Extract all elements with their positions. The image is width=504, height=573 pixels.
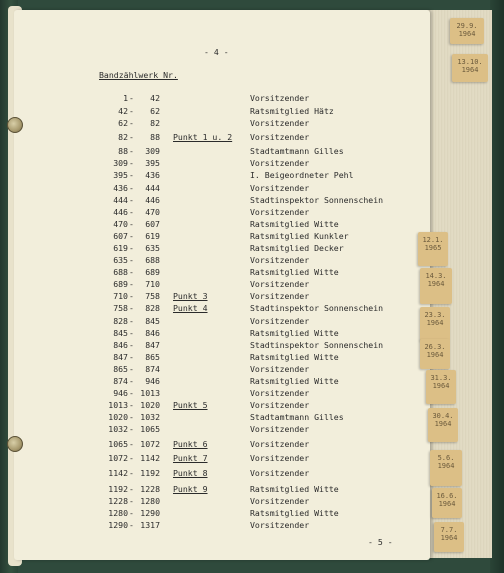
row-dash: - bbox=[129, 183, 134, 193]
row-agenda-item: Punkt 8 bbox=[173, 468, 208, 478]
row-dash: - bbox=[129, 158, 134, 168]
row-speaker: Ratsmitglied Witte bbox=[250, 267, 339, 277]
row-counter-from: 607 bbox=[113, 231, 128, 241]
row-counter-to: 1065 bbox=[140, 424, 160, 434]
row-speaker: Vorsitzender bbox=[250, 400, 310, 410]
row-speaker: Ratsmitglied Witte bbox=[250, 328, 339, 338]
row-agenda-item: Punkt 7 bbox=[173, 453, 208, 463]
row-dash: - bbox=[129, 316, 134, 326]
row-speaker: Stadtamtmann Gilles bbox=[250, 146, 344, 156]
row-speaker: Ratsmitglied Witte bbox=[250, 484, 339, 494]
row-agenda-item: Punkt 6 bbox=[173, 439, 208, 449]
row-counter-to: 874 bbox=[145, 364, 160, 374]
row-speaker: Ratsmitglied Witte bbox=[250, 219, 339, 229]
row-counter-from: 82 bbox=[118, 132, 128, 142]
date-tab[interactable]: 26.3. 1964 bbox=[420, 339, 450, 369]
row-counter-from: 846 bbox=[113, 340, 128, 350]
row-counter-to: 688 bbox=[145, 255, 160, 265]
row-counter-to: 446 bbox=[145, 195, 160, 205]
row-speaker: Ratsmitglied Kunkler bbox=[250, 231, 349, 241]
row-counter-from: 1065 bbox=[108, 439, 128, 449]
row-counter-to: 436 bbox=[145, 170, 160, 180]
row-speaker: Vorsitzender bbox=[250, 496, 310, 506]
row-dash: - bbox=[129, 106, 134, 116]
row-counter-to: 82 bbox=[150, 118, 160, 128]
row-dash: - bbox=[129, 496, 134, 506]
row-agenda-item: Punkt 3 bbox=[173, 291, 208, 301]
row-counter-to: 395 bbox=[145, 158, 160, 168]
row-counter-from: 1032 bbox=[108, 424, 128, 434]
row-speaker: Vorsitzender bbox=[250, 439, 310, 449]
row-counter-to: 1032 bbox=[140, 412, 160, 422]
row-speaker: Vorsitzender bbox=[250, 316, 310, 326]
row-counter-to: 758 bbox=[145, 291, 160, 301]
row-counter-to: 1228 bbox=[140, 484, 160, 494]
binder-ring-top bbox=[7, 117, 23, 133]
row-counter-to: 444 bbox=[145, 183, 160, 193]
row-speaker: Stadtinspektor Sonnenschein bbox=[250, 303, 384, 313]
row-dash: - bbox=[129, 352, 134, 362]
row-dash: - bbox=[129, 231, 134, 241]
row-speaker: Vorsitzender bbox=[250, 291, 310, 301]
row-speaker: Vorsitzender bbox=[250, 183, 310, 193]
row-counter-to: 946 bbox=[145, 376, 160, 386]
row-counter-to: 635 bbox=[145, 243, 160, 253]
date-tab[interactable]: 16.6. 1964 bbox=[432, 488, 462, 518]
row-counter-to: 846 bbox=[145, 328, 160, 338]
row-agenda-item: Punkt 4 bbox=[173, 303, 208, 313]
row-dash: - bbox=[129, 146, 134, 156]
row-dash: - bbox=[129, 468, 134, 478]
row-counter-to: 1013 bbox=[140, 388, 160, 398]
row-counter-to: 470 bbox=[145, 207, 160, 217]
row-counter-from: 436 bbox=[113, 183, 128, 193]
date-tab[interactable]: 23.3. 1964 bbox=[420, 307, 450, 341]
row-counter-from: 1192 bbox=[108, 484, 128, 494]
row-speaker: Vorsitzender bbox=[250, 93, 310, 103]
row-counter-from: 62 bbox=[118, 118, 128, 128]
row-speaker: Vorsitzender bbox=[250, 520, 310, 530]
page-number-bottom: - 5 - bbox=[368, 537, 393, 547]
row-dash: - bbox=[129, 207, 134, 217]
row-agenda-item: Punkt 5 bbox=[173, 400, 208, 410]
row-speaker: Stadtinspektor Sonnenschein bbox=[250, 195, 384, 205]
date-tab[interactable]: 30.4. 1964 bbox=[428, 408, 458, 442]
row-speaker: Vorsitzender bbox=[250, 468, 310, 478]
row-counter-to: 1192 bbox=[140, 468, 160, 478]
row-counter-to: 619 bbox=[145, 231, 160, 241]
row-dash: - bbox=[129, 93, 134, 103]
row-counter-from: 1072 bbox=[108, 453, 128, 463]
row-counter-to: 1280 bbox=[140, 496, 160, 506]
row-speaker: Ratsmitglied Witte bbox=[250, 352, 339, 362]
row-speaker: Stadtinspektor Sonnenschein bbox=[250, 340, 384, 350]
row-counter-from: 865 bbox=[113, 364, 128, 374]
row-dash: - bbox=[129, 255, 134, 265]
row-dash: - bbox=[129, 279, 134, 289]
row-dash: - bbox=[129, 291, 134, 301]
row-dash: - bbox=[129, 439, 134, 449]
row-speaker: Vorsitzender bbox=[250, 118, 310, 128]
row-counter-from: 1020 bbox=[108, 412, 128, 422]
row-speaker: Vorsitzender bbox=[250, 279, 310, 289]
row-dash: - bbox=[129, 424, 134, 434]
row-counter-to: 865 bbox=[145, 352, 160, 362]
binder-cover-right bbox=[490, 0, 504, 573]
row-counter-to: 607 bbox=[145, 219, 160, 229]
row-counter-to: 689 bbox=[145, 267, 160, 277]
row-dash: - bbox=[129, 340, 134, 350]
row-counter-from: 444 bbox=[113, 195, 128, 205]
row-counter-to: 1290 bbox=[140, 508, 160, 518]
row-counter-from: 710 bbox=[113, 291, 128, 301]
row-speaker: Ratsmitglied Hätz bbox=[250, 106, 334, 116]
date-tab[interactable]: 29.9. 1964 bbox=[450, 18, 484, 44]
document-page bbox=[14, 10, 430, 560]
row-counter-from: 847 bbox=[113, 352, 128, 362]
row-counter-from: 42 bbox=[118, 106, 128, 116]
row-dash: - bbox=[129, 219, 134, 229]
row-speaker: Ratsmitglied Witte bbox=[250, 376, 339, 386]
row-counter-from: 689 bbox=[113, 279, 128, 289]
date-tab[interactable]: 12.1. 1965 bbox=[418, 232, 448, 266]
row-counter-from: 1142 bbox=[108, 468, 128, 478]
row-counter-from: 946 bbox=[113, 388, 128, 398]
date-tab[interactable]: 13.10. 1964 bbox=[452, 54, 488, 82]
row-dash: - bbox=[129, 132, 134, 142]
date-tab[interactable]: 7.7. 1964 bbox=[434, 522, 464, 552]
row-speaker: Stadtamtmann Gilles bbox=[250, 412, 344, 422]
row-counter-to: 1020 bbox=[140, 400, 160, 410]
row-counter-to: 42 bbox=[150, 93, 160, 103]
row-dash: - bbox=[129, 195, 134, 205]
row-speaker: Vorsitzender bbox=[250, 255, 310, 265]
row-counter-to: 847 bbox=[145, 340, 160, 350]
row-counter-from: 845 bbox=[113, 328, 128, 338]
row-counter-to: 62 bbox=[150, 106, 160, 116]
row-counter-to: 1072 bbox=[140, 439, 160, 449]
row-dash: - bbox=[129, 376, 134, 386]
row-dash: - bbox=[129, 267, 134, 277]
row-dash: - bbox=[129, 243, 134, 253]
row-speaker: Ratsmitglied Decker bbox=[250, 243, 344, 253]
row-counter-from: 758 bbox=[113, 303, 128, 313]
row-dash: - bbox=[129, 520, 134, 530]
row-dash: - bbox=[129, 400, 134, 410]
page-number-top: - 4 - bbox=[204, 47, 229, 57]
row-counter-from: 309 bbox=[113, 158, 128, 168]
row-counter-from: 1013 bbox=[108, 400, 128, 410]
row-counter-from: 619 bbox=[113, 243, 128, 253]
row-counter-to: 1317 bbox=[140, 520, 160, 530]
counter-heading: Bandzählwerk Nr. bbox=[99, 70, 178, 80]
date-tab[interactable]: 31.3. 1964 bbox=[426, 370, 456, 404]
row-speaker: Vorsitzender bbox=[250, 453, 310, 463]
row-counter-from: 635 bbox=[113, 255, 128, 265]
row-speaker: Vorsitzender bbox=[250, 364, 310, 374]
row-counter-from: 1280 bbox=[108, 508, 128, 518]
row-speaker: Vorsitzender bbox=[250, 158, 310, 168]
row-agenda-item: Punkt 9 bbox=[173, 484, 208, 494]
row-speaker: Vorsitzender bbox=[250, 388, 310, 398]
date-tab[interactable]: 5.6. 1964 bbox=[430, 450, 462, 486]
row-dash: - bbox=[129, 303, 134, 313]
binder-ring-bottom bbox=[7, 436, 23, 452]
row-counter-from: 1 bbox=[123, 93, 128, 103]
row-counter-to: 710 bbox=[145, 279, 160, 289]
row-dash: - bbox=[129, 412, 134, 422]
row-speaker: I. Beigeordneter Pehl bbox=[250, 170, 354, 180]
row-agenda-item: Punkt 1 u. 2 bbox=[173, 132, 233, 142]
row-counter-from: 688 bbox=[113, 267, 128, 277]
row-counter-to: 1142 bbox=[140, 453, 160, 463]
row-counter-from: 828 bbox=[113, 316, 128, 326]
row-speaker: Ratsmitglied Witte bbox=[250, 508, 339, 518]
row-dash: - bbox=[129, 170, 134, 180]
row-speaker: Vorsitzender bbox=[250, 132, 310, 142]
row-counter-to: 845 bbox=[145, 316, 160, 326]
row-dash: - bbox=[129, 118, 134, 128]
row-counter-to: 88 bbox=[150, 132, 160, 142]
date-tab[interactable]: 14.3. 1964 bbox=[420, 268, 452, 304]
row-counter-to: 828 bbox=[145, 303, 160, 313]
row-dash: - bbox=[129, 484, 134, 494]
row-dash: - bbox=[129, 508, 134, 518]
row-speaker: Vorsitzender bbox=[250, 207, 310, 217]
row-counter-from: 1228 bbox=[108, 496, 128, 506]
row-counter-from: 874 bbox=[113, 376, 128, 386]
row-dash: - bbox=[129, 328, 134, 338]
row-counter-from: 1290 bbox=[108, 520, 128, 530]
row-speaker: Vorsitzender bbox=[250, 424, 310, 434]
row-counter-from: 88 bbox=[118, 146, 128, 156]
row-counter-from: 395 bbox=[113, 170, 128, 180]
row-dash: - bbox=[129, 453, 134, 463]
row-counter-from: 446 bbox=[113, 207, 128, 217]
row-counter-from: 470 bbox=[113, 219, 128, 229]
row-dash: - bbox=[129, 388, 134, 398]
row-counter-to: 309 bbox=[145, 146, 160, 156]
row-dash: - bbox=[129, 364, 134, 374]
